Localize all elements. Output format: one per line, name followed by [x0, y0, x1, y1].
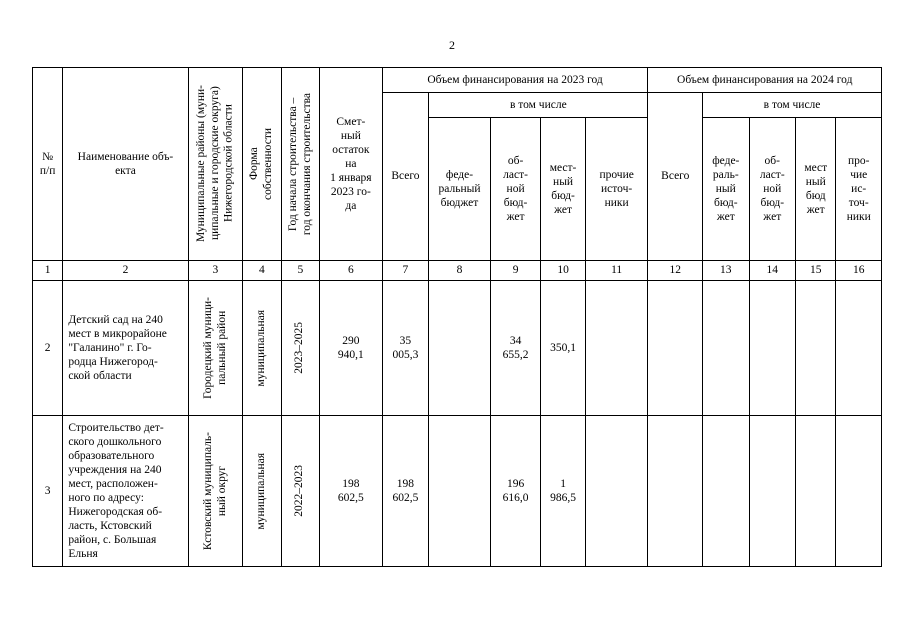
column-number: 7: [382, 261, 428, 281]
header-federal-2023: феде- ральный бюджет: [429, 118, 491, 261]
row-name: Детский сад на 240 мест в микрорайоне "Галанино" г. Го- родца Нижегород- ской области: [63, 281, 188, 416]
header-local-2024: мест ный бюд жет: [796, 118, 836, 261]
row-years: [281, 415, 319, 566]
header-fin-2024: Объем финансирования на 2024 год: [648, 68, 882, 93]
column-number: 1: [33, 261, 63, 281]
row-ownership: [243, 281, 281, 416]
table-row: [33, 415, 882, 566]
row-other-2023: [585, 415, 648, 566]
row-total-2024: [648, 415, 703, 566]
column-number: 14: [749, 261, 795, 281]
row-years-text: 2022–2023: [293, 465, 306, 517]
header-other-2024: про- чие ис- точ- ники: [836, 118, 882, 261]
column-number: 16: [836, 261, 882, 281]
column-number: 13: [703, 261, 749, 281]
row-years: [281, 281, 319, 416]
row-estimate: 290 940,1: [320, 281, 383, 416]
column-number: 5: [281, 261, 319, 281]
column-number-row: [33, 261, 882, 281]
column-number: 12: [648, 261, 703, 281]
table-row: [33, 281, 882, 416]
header-regional-2024: об- ласт- ной бюд- жет: [749, 118, 795, 261]
row-regional-2023: 34 655,2: [490, 281, 541, 416]
row-ownership: [243, 415, 281, 566]
row-regional-2024: [749, 415, 795, 566]
header-including-2023: в том числе: [429, 93, 648, 118]
header-total-2024: Всего: [648, 93, 703, 261]
row-local-2024: [796, 415, 836, 566]
row-federal-2024: [703, 415, 749, 566]
header-districts: [188, 68, 243, 261]
header-years: [281, 68, 319, 261]
row-district-text: Городецкий муници- пальный район: [201, 297, 228, 399]
row-years-text: 2023–2025: [293, 322, 306, 374]
row-federal-2023: [429, 281, 491, 416]
row-regional-2023: 196 616,0: [490, 415, 541, 566]
column-number: 9: [490, 261, 541, 281]
row-ownership-text: муниципальная: [255, 309, 268, 387]
row-district-text: Кстовский муниципаль- ный округ: [201, 431, 228, 551]
header-total-2023: Всего: [382, 93, 428, 261]
row-total-2023: 198 602,5: [382, 415, 428, 566]
column-number: 8: [429, 261, 491, 281]
column-number: 6: [320, 261, 383, 281]
header-num: № п/п: [33, 68, 63, 261]
row-local-2024: [796, 281, 836, 416]
header-including-2024: в том числе: [703, 93, 882, 118]
header-name: Наименование объ- екта: [63, 68, 188, 261]
page-number: 2: [449, 38, 455, 52]
header-federal-2024: феде- раль- ный бюд- жет: [703, 118, 749, 261]
header-ownership-text: Форма собственности: [248, 128, 274, 200]
header-local-2023: мест- ный бюд- жет: [541, 118, 585, 261]
row-district: [188, 281, 243, 416]
column-number: 2: [63, 261, 188, 281]
row-other-2023: [585, 281, 648, 416]
row-total-2023: 35 005,3: [382, 281, 428, 416]
row-other-2024: [836, 415, 882, 566]
financing-table: [32, 67, 882, 567]
row-federal-2024: [703, 281, 749, 416]
row-local-2023: 350,1: [541, 281, 585, 416]
row-total-2024: [648, 281, 703, 416]
row-num: 3: [33, 415, 63, 566]
header-other-2023: прочие источ- ники: [585, 118, 648, 261]
header-years-text: Год начала строительства – год окончания строительства: [286, 92, 313, 236]
header-estimate: Смет- ный остаток на 1 января 2023 го- да: [320, 68, 383, 261]
row-regional-2024: [749, 281, 795, 416]
header-fin-2023: Объем финансирования на 2023 год: [382, 68, 648, 93]
header-districts-text: Муниципальные районы (муни- ципальные и городские округа) Нижегородской области: [194, 85, 235, 243]
row-ownership-text: муниципальная: [255, 452, 268, 530]
column-number: 10: [541, 261, 585, 281]
row-estimate: 198 602,5: [320, 415, 383, 566]
column-number: 4: [243, 261, 281, 281]
row-district: [188, 415, 243, 566]
header-ownership: [243, 68, 281, 261]
column-number: 11: [585, 261, 648, 281]
header-regional-2023: об- ласт- ной бюд- жет: [490, 118, 541, 261]
row-other-2024: [836, 281, 882, 416]
column-number: 15: [796, 261, 836, 281]
row-name: Строительство дет- ского дошкольного образовательного учреждения на 240 мест, расположен- ного по адресу: Нижегородская об- ласть, Кстовский район, с. Большая Ельня: [63, 415, 188, 566]
row-num: 2: [33, 281, 63, 416]
row-federal-2023: [429, 415, 491, 566]
column-number: 3: [188, 261, 243, 281]
row-local-2023: 1 986,5: [541, 415, 585, 566]
